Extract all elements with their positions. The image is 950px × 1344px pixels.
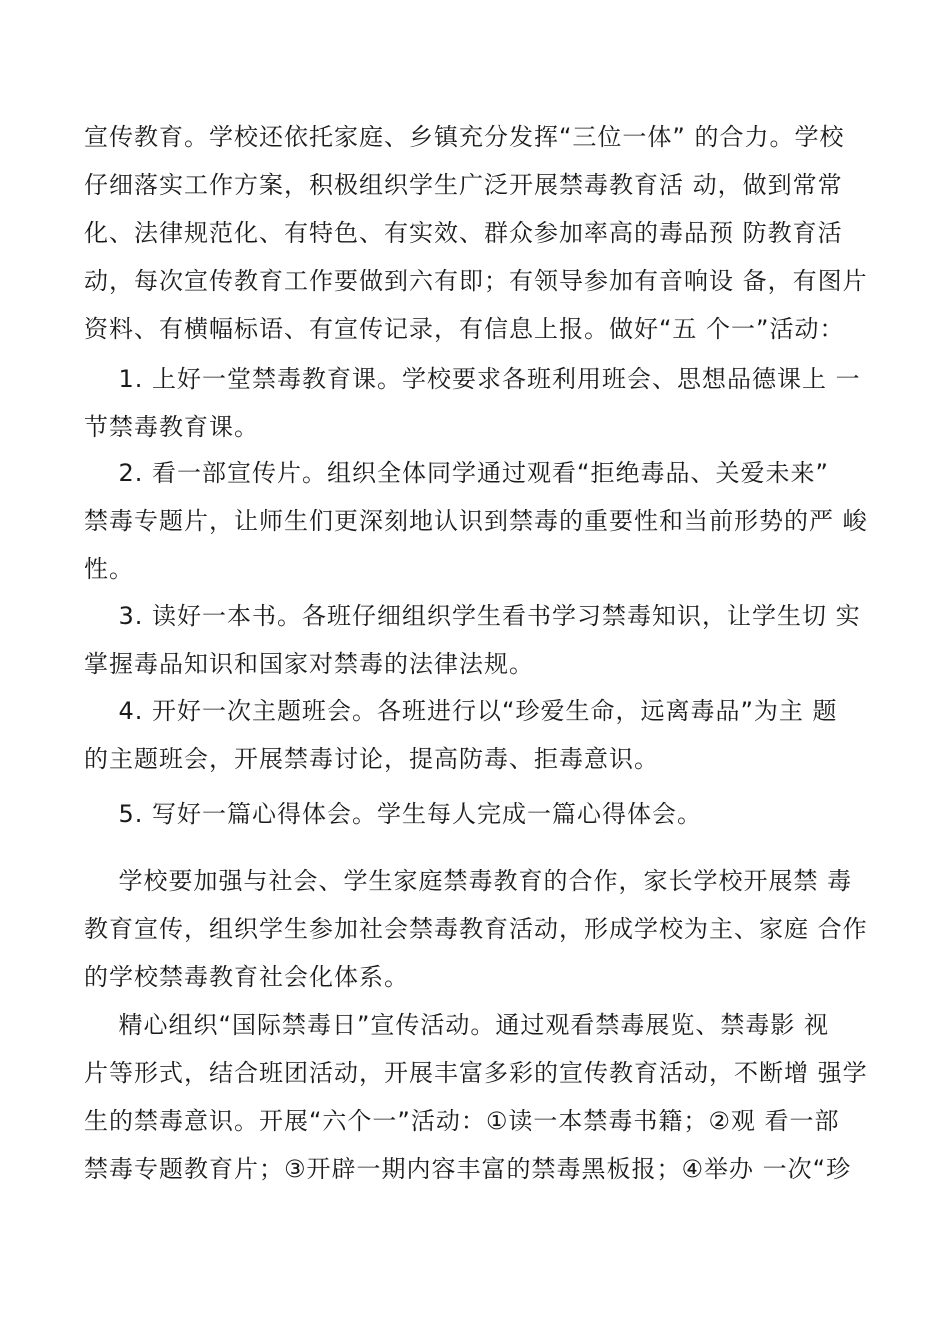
text-line: 资料、有横幅标语、有宣传记录，有信息上报。做好“五 个一”活动：	[84, 315, 845, 343]
list-item-5	[84, 790, 884, 838]
list-item-2	[84, 449, 884, 593]
text-line: 化、法律规范化、有特色、有实效、群众参加率高的毒品预 防教育活	[84, 219, 843, 247]
text-line: 的学校禁毒教育社会化体系。	[84, 963, 409, 991]
text-line: 禁毒专题片，让师生们更深刻地认识到禁毒的重要性和当前形势的严 峻	[84, 507, 868, 535]
text-line: 生的禁毒意识。开展“六个一”活动：①读一本禁毒书籍；②观 看一部	[84, 1107, 840, 1135]
text-line: 的主题班会，开展禁毒讨论，提高防毒、拒毒意识。	[84, 745, 659, 773]
text-line: 宣传教育。学校还依托家庭、乡镇充分发挥“三位一体” 的合力。学校	[84, 123, 845, 151]
text-line: 仔细落实工作方案，积极组织学生广泛开展禁毒教育活 动，做到常常	[84, 171, 843, 199]
list-item-1	[84, 355, 884, 451]
text-line: 节禁毒教育课。	[84, 413, 259, 441]
text-line: 2. 看一部宣传片。组织全体同学通过观看“拒绝毒品、关爱未来”	[84, 459, 829, 487]
text-line: 5. 写好一篇心得体会。学生每人完成一篇心得体会。	[84, 800, 703, 828]
text-line: 动，每次宣传教育工作要做到六有即；有领导参加有音响设 备，有图片	[84, 267, 868, 295]
list-item-3	[84, 592, 884, 688]
text-line: 3. 读好一本书。各班仔细组织学生看书学习禁毒知识，让学生切 实	[84, 602, 861, 630]
paragraph-anti-drug-day	[84, 1001, 884, 1193]
text-line: 1. 上好一堂禁毒教育课。学校要求各班利用班会、思想品德课上 一	[84, 365, 861, 393]
paragraph-intro	[84, 113, 884, 353]
text-line: 片等形式，结合班团活动，开展丰富多彩的宣传教育活动，不断增 强学	[84, 1059, 868, 1087]
text-line: 4. 开好一次主题班会。各班进行以“珍爱生命，远离毒品”为主 题	[84, 697, 838, 725]
text-line: 教育宣传，组织学生参加社会禁毒教育活动，形成学校为主、家庭 合作	[84, 915, 868, 943]
text-line: 掌握毒品知识和国家对禁毒的法律法规。	[84, 650, 534, 678]
list-item-4	[84, 687, 884, 783]
text-line: 性。	[84, 555, 134, 583]
paragraph-cooperation	[84, 857, 884, 1001]
text-line: 禁毒专题教育片；③开辟一期内容丰富的禁毒黑板报；④举办 一次“珍	[84, 1155, 852, 1183]
text-line: 精心组织“国际禁毒日”宣传活动。通过观看禁毒展览、禁毒影 视	[84, 1011, 830, 1039]
text-line: 学校要加强与社会、学生家庭禁毒教育的合作，家长学校开展禁 毒	[84, 867, 853, 895]
